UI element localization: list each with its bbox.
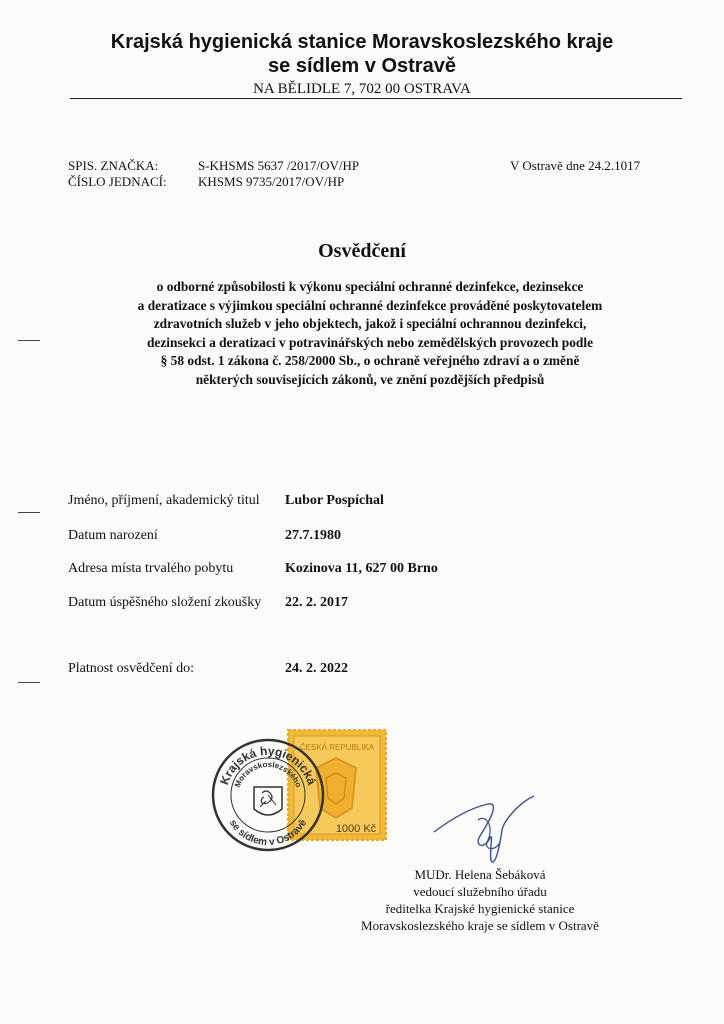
field-value-address: Kozinova 11, 627 00 Brno (285, 561, 438, 576)
issuer-name: Krajská hygienická stanice Moravskoslezského kraje (110, 31, 614, 53)
official-stamp (208, 735, 328, 855)
description-line: § 58 odst. 1 zákona č. 258/2000 Sb., o ochraně veřejného zdraví a o změně (160, 353, 580, 369)
margin-mark (18, 340, 40, 341)
signatory-title: ředitelka Krajské hygienické stanice (385, 901, 575, 916)
field-value-valid-until: 24. 2. 2022 (285, 661, 348, 676)
revenue-stamp-country: ČESKÁ REPUBLIKA (299, 743, 375, 752)
field-value-birthdate: 27.7.1980 (285, 528, 341, 543)
description-line: zdravotních služeb v jeho objektech, jakož i speciální ochrannou dezinfekci, (153, 316, 587, 332)
field-label-address: Adresa místa trvalého pobytu (68, 561, 234, 576)
certificate-description (100, 278, 640, 390)
issuer-address: NA BĚLIDLE 7, 702 00 OSTRAVA (253, 81, 471, 97)
field-label-exam-date: Datum úspěšného složení zkoušky (68, 595, 262, 610)
description-line: o odborné způsobilosti k výkonu speciální ochranné dezinfekce, dezinsekce (156, 279, 584, 294)
case-number-value: KHSMS 9735/2017/OV/HP (198, 174, 345, 189)
coat-of-arms-icon (254, 787, 282, 815)
svg-text:se sídlem v Ostravě (227, 818, 310, 849)
signatory-name: MUDr. Helena Šebáková (414, 867, 546, 882)
margin-mark (18, 512, 40, 513)
signatory-role: vedoucí služebního úřadu (413, 884, 547, 899)
header-divider (70, 98, 682, 99)
signatory-organization: Moravskoslezského kraje se sídlem v Ostravě (361, 918, 599, 933)
field-value-name: Lubor Pospíchal (285, 493, 384, 508)
file-ref-value: S-KHSMS 5637 /2017/OV/HP (198, 158, 360, 173)
margin-mark (18, 682, 40, 683)
stamp-text-bottom: se sídlem v Ostravě (226, 817, 310, 849)
field-value-exam-date: 22. 2. 2017 (285, 595, 348, 610)
field-label-name: Jméno, příjmení, akademický titul (68, 493, 260, 508)
field-label-valid-until: Platnost osvědčení do: (68, 661, 194, 676)
issuer-seat: se sídlem v Ostravě (268, 55, 456, 77)
description-line: a deratizace s výjimkou speciální ochranné dezinfekce prováděné poskytovatelem (137, 297, 603, 313)
stamp-text-mid: Moravskoslezského (232, 759, 304, 789)
place-and-date: V Ostravě dne 24.2.1017 (510, 158, 641, 173)
field-label-birthdate: Datum narození (68, 528, 158, 543)
certificate-title: Osvědčení (318, 240, 406, 262)
file-ref-label: SPIS. ZNAČKA: (68, 158, 159, 173)
signature-drawing (430, 790, 540, 870)
description-line: dezinsekci a deratizaci v potravinářských nebo zemědělských provozech podle (146, 334, 594, 350)
description-line: některých souvisejících zákonů, ve znění pozdějších předpisů (195, 371, 545, 387)
revenue-stamp-value: 1000 Kč (335, 823, 377, 835)
stamp-text-top: Krajská hygienická (217, 743, 319, 787)
case-number-label: ČÍSLO JEDNACÍ: (68, 174, 167, 189)
